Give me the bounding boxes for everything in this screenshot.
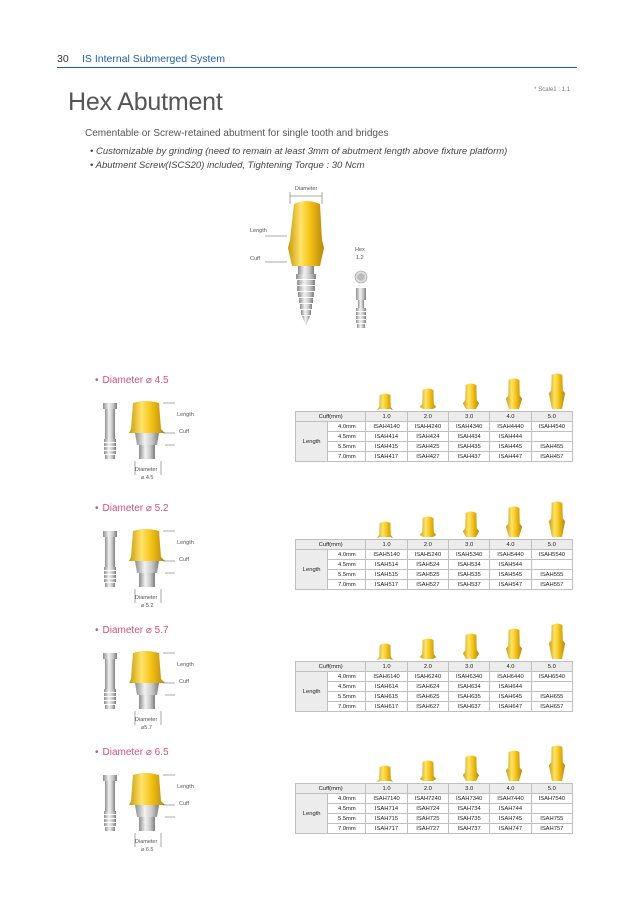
diagram-cuff-label: Cuff [179,429,189,435]
product-code: ISAH655 [531,692,572,702]
product-code: ISAH5140 [366,550,407,560]
abutment-screw-diagram [95,767,215,862]
length-value: 5.5mm [328,442,366,452]
hero-cuff-label: Cuff [250,256,260,262]
product-code: ISAH7140 [366,794,407,804]
section-diagram [95,645,215,740]
diagram-length-label: Length [177,784,194,790]
length-row-header: Length [296,672,328,712]
hero-hex-label: Hex [355,247,365,253]
scale-note: * Scale1 : 1.1 [534,87,570,93]
page-number: 30 [57,53,69,65]
table-row [296,814,573,824]
product-code: ISAH437 [449,452,490,462]
abutment-image [548,621,566,661]
diagram-cuff-label: Cuff [179,679,189,685]
product-code: ISAH517 [366,580,407,590]
abutment-image [376,763,394,783]
abutment-screw-diagram [95,523,215,618]
product-code [531,560,572,570]
product-code: ISAH7540 [531,794,572,804]
product-code: ISAH534 [449,560,490,570]
section-heading [95,747,169,758]
length-value: 7.0mm [328,702,366,712]
table-row [296,804,573,814]
abutment-thumbnail [548,371,566,416]
length-value: 4.0mm [328,422,366,432]
cuff-column-header: 5.0 [531,540,572,550]
length-value: 4.0mm [328,794,366,804]
section-heading [95,625,169,636]
product-code [531,432,572,442]
abutment-image [548,499,566,539]
product-code: ISAH744 [490,804,531,814]
section-heading-text: Diameter ⌀ 6.5 [102,747,169,758]
abutment-screw-diagram [95,395,215,490]
table-header-row [296,540,573,550]
product-code: ISAH515 [366,570,407,580]
length-row-header: Length [296,794,328,834]
product-code: ISAH545 [490,570,531,580]
table-row [296,422,573,432]
length-value: 7.0mm [328,580,366,590]
product-code: ISAH427 [407,452,448,462]
hero-hex-value: 1.2 [356,255,364,261]
product-code: ISAH444 [490,432,531,442]
bullet-dot: • [95,625,99,636]
table-row [296,692,573,702]
cuff-column-header: 4.0 [490,540,531,550]
abutment-image [419,758,437,783]
diagram-diameter-label: Diameter [135,717,158,723]
product-code: ISAH514 [366,560,407,570]
product-code: ISAH7340 [449,794,490,804]
product-subtitle: Cementable or Screw-retained abutment for single tooth and bridges [85,128,389,139]
abutment-thumbnail [505,376,523,416]
product-code: ISAH625 [407,692,448,702]
hero-diagram [240,180,390,360]
product-code: ISAH6540 [531,672,572,682]
header-divider [57,67,577,68]
abutment-image [376,391,394,411]
section-heading-text: Diameter ⌀ 5.7 [102,625,169,636]
table-row [296,452,573,462]
length-row-header: Length [296,550,328,590]
product-code: ISAH757 [531,824,572,834]
length-value: 4.5mm [328,804,366,814]
product-code: ISAH4440 [490,422,531,432]
cuff-header: Cuff(mm) [296,662,366,672]
product-code: ISAH617 [366,702,407,712]
feature-bullet: • Abutment Screw(ISCS20) included, Tightening Torque : 30 Ncm [90,160,365,171]
abutment-image [505,504,523,539]
product-code: ISAH724 [407,804,448,814]
length-value: 5.5mm [328,814,366,824]
product-code: ISAH635 [449,692,490,702]
product-code: ISAH434 [449,432,490,442]
diagram-diameter-label: Diameter [135,595,158,601]
product-code: ISAH647 [490,702,531,712]
product-code: ISAH7440 [490,794,531,804]
product-code: ISAH447 [490,452,531,462]
cuff-column-header: 2.0 [407,412,448,422]
table-row [296,432,573,442]
length-value: 7.0mm [328,452,366,462]
product-code: ISAH627 [407,702,448,712]
abutment-thumbnail [548,621,566,666]
diagram-length-label: Length [177,540,194,546]
abutment-image [462,509,480,539]
diagram-diameter-value: ⌀ 6.5 [141,847,154,853]
length-row-header: Length [296,422,328,462]
diagram-diameter-value: ⌀ 4.5 [141,475,154,481]
product-code-table [295,411,573,462]
table-row [296,682,573,692]
product-code: ISAH734 [449,804,490,814]
product-code: ISAH417 [366,452,407,462]
abutment-image [548,743,566,783]
product-code: ISAH747 [490,824,531,834]
section-heading [95,375,169,386]
cuff-column-header: 1.0 [366,540,407,550]
product-code: ISAH727 [407,824,448,834]
abutment-image [462,631,480,661]
diagram-cuff-label: Cuff [179,557,189,563]
section-heading-text: Diameter ⌀ 5.2 [102,503,169,514]
product-code: ISAH717 [366,824,407,834]
cuff-column-header: 4.0 [490,662,531,672]
hero-length-label: Length [250,228,267,234]
product-code: ISAH624 [407,682,448,692]
bullet-dot: • [95,375,99,386]
cuff-column-header: 4.0 [490,412,531,422]
length-value: 4.5mm [328,432,366,442]
cuff-column-header: 2.0 [407,662,448,672]
product-code: ISAH725 [407,814,448,824]
product-code: ISAH457 [531,452,572,462]
cuff-column-header: 1.0 [366,412,407,422]
bullet-dot: • [95,747,99,758]
product-code [531,804,572,814]
abutment-illustration [240,180,390,360]
section-heading [95,503,169,514]
hero-diameter-label: Diameter [295,186,318,192]
product-code: ISAH445 [490,442,531,452]
product-code: ISAH4540 [531,422,572,432]
cuff-header: Cuff(mm) [296,412,366,422]
product-code: ISAH7240 [407,794,448,804]
product-code: ISAH615 [366,692,407,702]
section-diagram [95,395,215,490]
product-code-table [295,661,573,712]
table-row [296,794,573,804]
product-code: ISAH425 [407,442,448,452]
product-code: ISAH634 [449,682,490,692]
product-code: ISAH735 [449,814,490,824]
product-code: ISAH424 [407,432,448,442]
table-row [296,570,573,580]
cuff-column-header: 2.0 [407,540,448,550]
length-value: 4.5mm [328,682,366,692]
product-code: ISAH4240 [407,422,448,432]
product-code: ISAH745 [490,814,531,824]
table-row [296,442,573,452]
product-code: ISAH525 [407,570,448,580]
feature-bullet: • Customizable by grinding (need to remain at least 3mm of abutment length above fixture platform) [90,146,508,157]
section-diagram [95,767,215,862]
product-code: ISAH645 [490,692,531,702]
length-value: 4.0mm [328,550,366,560]
section-heading-text: Diameter ⌀ 4.5 [102,375,169,386]
page-title: Hex Abutment [68,88,223,116]
cuff-column-header: 3.0 [449,540,490,550]
product-code-table [295,539,573,590]
product-code: ISAH5340 [449,550,490,560]
product-code-table [295,783,573,834]
cuff-column-header: 3.0 [449,784,490,794]
product-code: ISAH737 [449,824,490,834]
abutment-thumbnail [505,626,523,666]
abutment-thumbnail [548,743,566,788]
abutment-image [376,519,394,539]
abutment-image [505,748,523,783]
product-code: ISAH657 [531,702,572,712]
diagram-diameter-value: ⌀ 5.2 [141,603,154,609]
length-value: 4.0mm [328,672,366,682]
product-code: ISAH414 [366,432,407,442]
abutment-screw-diagram [95,645,215,740]
header-title: IS Internal Submerged System [82,53,225,65]
abutment-image [419,636,437,661]
abutment-thumbnail [505,748,523,788]
abutment-image [462,753,480,783]
abutment-image [505,626,523,661]
table-row [296,824,573,834]
product-code [531,682,572,692]
length-value: 5.5mm [328,692,366,702]
cuff-column-header: 5.0 [531,412,572,422]
length-value: 4.5mm [328,560,366,570]
diagram-diameter-label: Diameter [135,839,158,845]
product-code: ISAH435 [449,442,490,452]
diagram-length-label: Length [177,662,194,668]
section-diagram [95,523,215,618]
product-code: ISAH415 [366,442,407,452]
diagram-length-label: Length [177,412,194,418]
abutment-image [419,514,437,539]
product-code: ISAH6240 [407,672,448,682]
cuff-column-header: 5.0 [531,784,572,794]
product-code: ISAH4140 [366,422,407,432]
product-code: ISAH547 [490,580,531,590]
product-code: ISAH4340 [449,422,490,432]
cuff-header: Cuff(mm) [296,540,366,550]
cuff-column-header: 1.0 [366,662,407,672]
cuff-column-header: 5.0 [531,662,572,672]
table-header-row [296,412,573,422]
abutment-image [462,381,480,411]
product-code: ISAH535 [449,570,490,580]
product-code: ISAH544 [490,560,531,570]
product-code: ISAH714 [366,804,407,814]
product-code: ISAH5240 [407,550,448,560]
table-row [296,550,573,560]
product-code: ISAH524 [407,560,448,570]
product-code: ISAH527 [407,580,448,590]
product-code: ISAH455 [531,442,572,452]
product-code: ISAH557 [531,580,572,590]
product-code: ISAH715 [366,814,407,824]
table-row [296,702,573,712]
product-code: ISAH6440 [490,672,531,682]
diagram-diameter-label: Diameter [135,467,158,473]
product-code: ISAH6140 [366,672,407,682]
diagram-diameter-value: ⌀5.7 [141,725,152,731]
cuff-column-header: 3.0 [449,412,490,422]
product-code: ISAH755 [531,814,572,824]
cuff-column-header: 4.0 [490,784,531,794]
product-code: ISAH637 [449,702,490,712]
product-code: ISAH5440 [490,550,531,560]
abutment-image [419,386,437,411]
length-value: 5.5mm [328,570,366,580]
length-value: 7.0mm [328,824,366,834]
product-code: ISAH555 [531,570,572,580]
product-code: ISAH537 [449,580,490,590]
abutment-image [376,641,394,661]
table-row [296,560,573,570]
table-row [296,672,573,682]
abutment-image [505,376,523,411]
product-code: ISAH644 [490,682,531,692]
cuff-column-header: 3.0 [449,662,490,672]
table-header-row [296,662,573,672]
table-header-row [296,784,573,794]
diagram-cuff-label: Cuff [179,801,189,807]
cuff-column-header: 1.0 [366,784,407,794]
cuff-header: Cuff(mm) [296,784,366,794]
abutment-thumbnail [505,504,523,544]
abutment-thumbnail [548,499,566,544]
bullet-dot: • [95,503,99,514]
table-row [296,580,573,590]
product-code: ISAH5540 [531,550,572,560]
abutment-image [548,371,566,411]
product-code: ISAH614 [366,682,407,692]
cuff-column-header: 2.0 [407,784,448,794]
product-code: ISAH6340 [449,672,490,682]
